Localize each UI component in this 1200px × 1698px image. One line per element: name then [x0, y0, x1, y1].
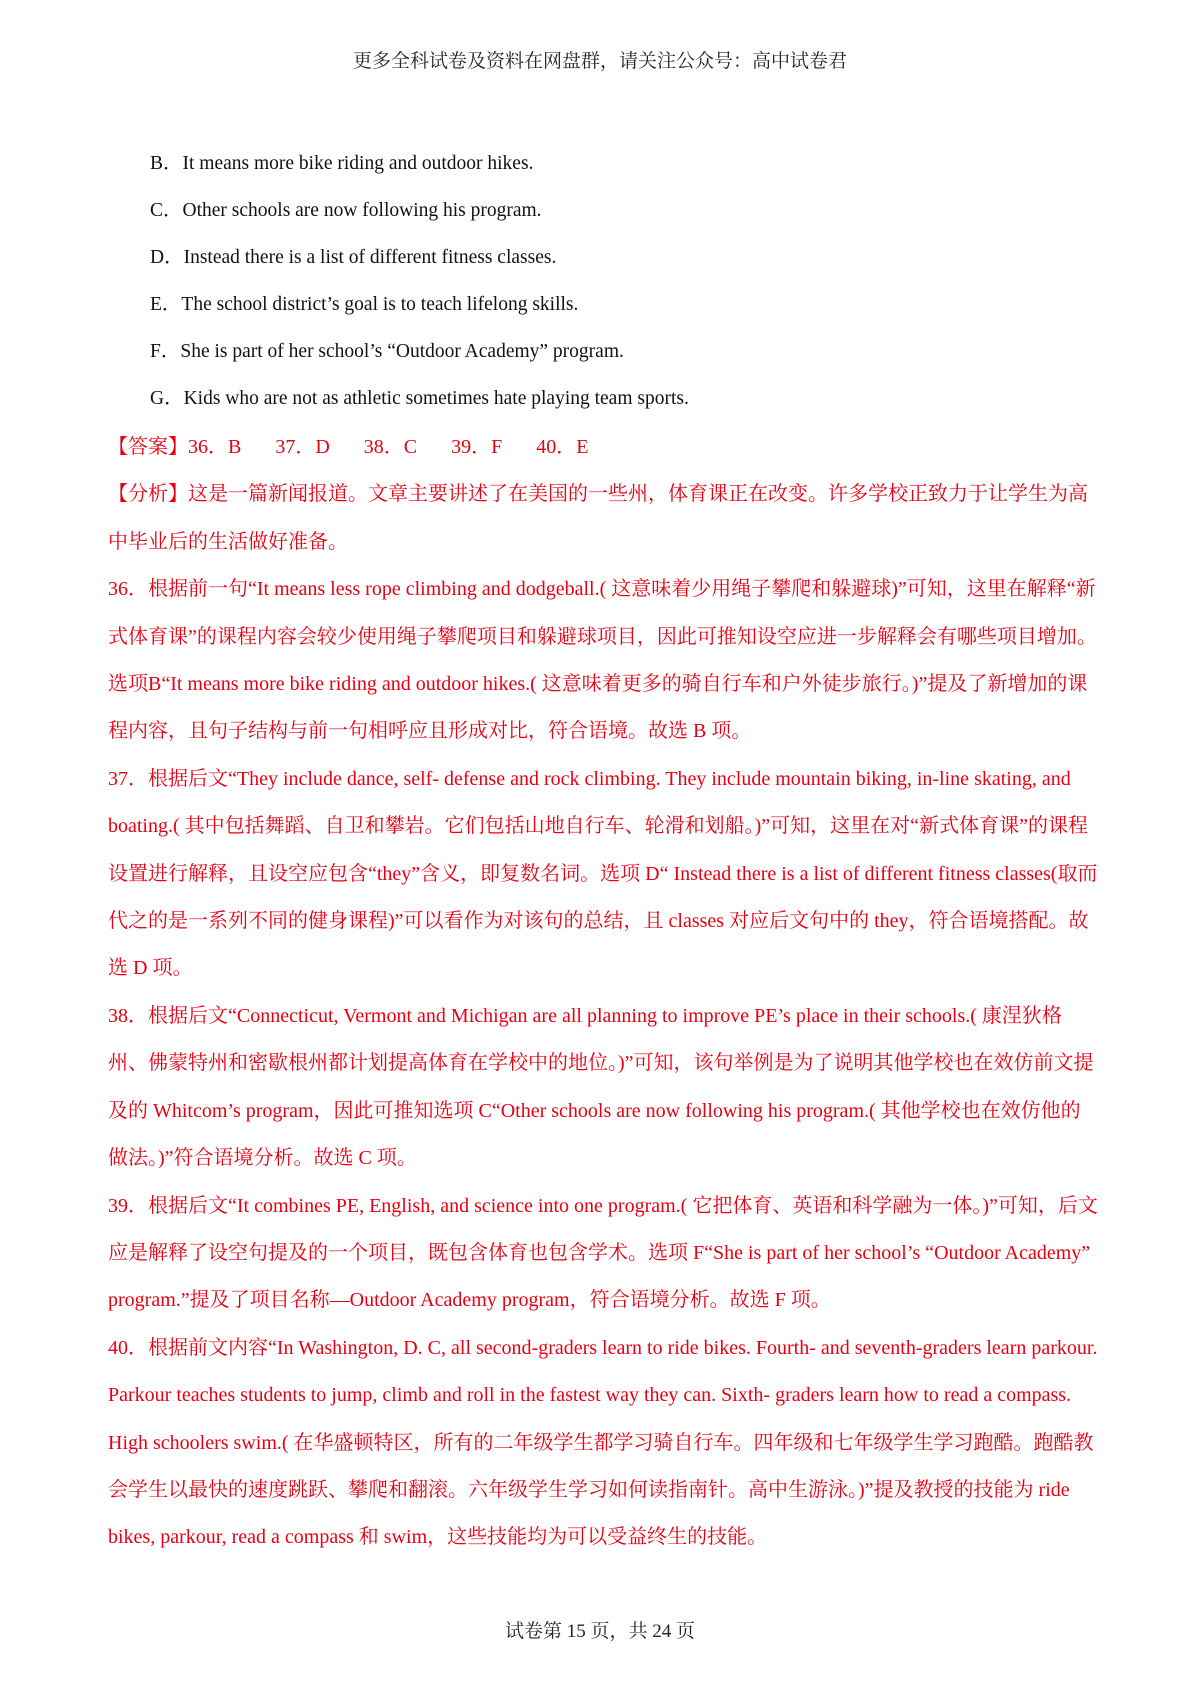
answer-item: 39．F	[451, 436, 503, 458]
answer-item: 40．E	[536, 436, 589, 458]
option-c: C．Other schools are now following his program.	[150, 200, 542, 221]
analysis-summary: 【分析】这是一篇新闻报道。文章主要讲述了在美国的一些州，体育课正在改变。许多学校正致力于让学生为高中毕业后的生活做好准备。	[108, 483, 1088, 553]
option-d: D．Instead there is a list of different fitness classes.	[150, 247, 557, 268]
explanation-40: 40．根据前文内容“In Washington, D. C, all second-graders learn to ride bikes. Fourth- and seventh-graders learn parkour. Parkour teaches students to jump, climb and roll in the fastest way they can. Sixth- graders learn how to read a compass. High schoolers swim.( 在华盛顿特区，所有的二年级学生都学习骑自行车。四年级和七年级学生学习跑酷。跑酷教会学生以最快的速度跳跃、攀爬和翻滚。六年级学生学习如何读指南针。高中生游泳。)”提及教授的技能为 ride bikes, parkour, read a compass 和 swim，这些技能均为可以受益终生的技能。	[108, 1336, 1098, 1549]
answer-line	[108, 424, 1098, 471]
page-footer: 试卷第 15 页，共 24 页	[504, 1621, 695, 1642]
answer-item: 37．D	[275, 436, 330, 458]
option-b: B．It means more bike riding and outdoor hikes.	[150, 153, 534, 174]
option-g: G．Kids who are not as athletic sometimes hate playing team sports.	[150, 388, 689, 409]
option-list	[150, 140, 1090, 422]
explanation-39: 39．根据后文“It combines PE, English, and science into one program.( 它把体育、英语和科学融为一体。)”可知，后文应是解释了设空句提及的一个项目，既包含体育也包含学术。选项 F“She is part of her school’s “Outdoor Academy” program.”提及了项目名称—Outdoor Academy program，符合语境分析。故选 F 项。	[108, 1194, 1098, 1312]
option-e: E．The school district’s goal is to teach lifelong skills.	[150, 294, 579, 315]
answer-item: 38．C	[363, 436, 418, 458]
explanation-38: 38．根据后文“Connecticut, Vermont and Michigan are all planning to improve PE’s place in their schools.( 康涅狄格州、佛蒙特州和密歇根州都计划提高体育在学校中的地位。)”可知，该句举例是为了说明其他学校也在效仿前文提及的 Whitcom’s program，因此可推知选项 C“Other schools are now following his program.( 其他学校也在效仿他的做法。)”符合语境分析。故选 C 项。	[108, 1004, 1094, 1170]
explanation-37: 37．根据后文“They include dance, self- defense and rock climbing. They include mountain biking, in-line skating, and boating.( 其中包括舞蹈、自卫和攀岩。它们包括山地自行车、轮滑和划船。)”可知，这里在对“新式体育课”的课程设置进行解释，且设空应包含“they”含义，即复数名词。选项 D“ Instead there is a list of different fitness classes(取而代之的是一系列不同的健身课程)”可以看作为对该句的总结，且 classes 对应后文句中的 they，符合语境搭配。故选 D 项。	[108, 767, 1098, 980]
option-f: F．She is part of her school’s “Outdoor Academy” program.	[150, 341, 624, 362]
answer-item: 36．B	[188, 436, 242, 458]
page-header: 更多全科试卷及资料在网盘群，请关注公众号：高中试卷君	[352, 51, 847, 72]
answer-label: 【答案】	[108, 436, 188, 458]
answer-analysis	[108, 424, 1098, 1562]
explanation-36: 36．根据前一句“It means less rope climbing and dodgeball.( 这意味着少用绳子攀爬和躲避球)”可知，这里在解释“新式体育课”的课程内容会较少使用绳子攀爬项目和躲避球项目，因此可推知设空应进一步解释会有哪些项目增加。选项B“It means more bike riding and outdoor hikes.( 这意味着更多的骑自行车和户外徒步旅行。)”提及了新增加的课程内容，且句子结构与前一句相呼应且形成对比，符合语境。故选 B 项。	[108, 578, 1097, 743]
